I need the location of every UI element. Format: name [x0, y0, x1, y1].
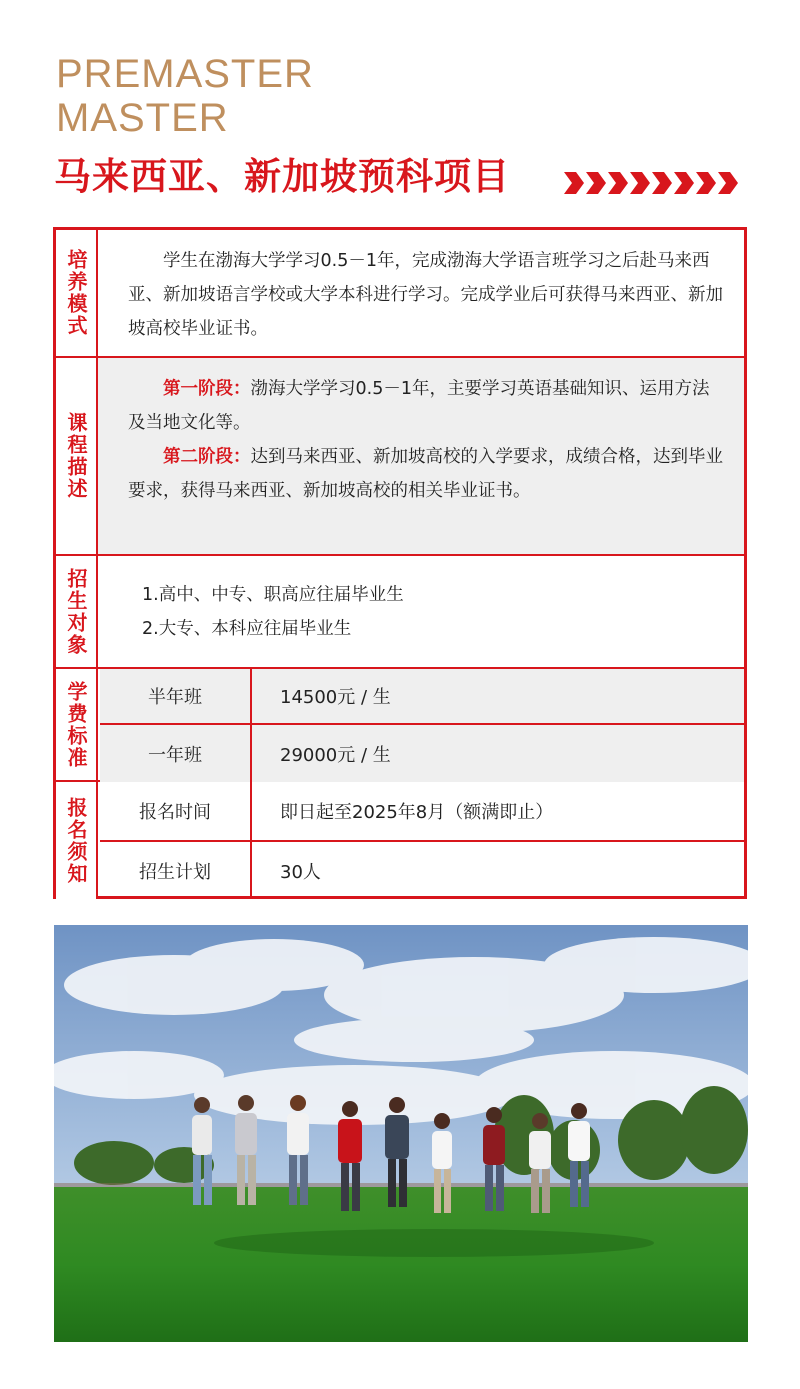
row-label-tuition: 学费标准	[56, 669, 98, 780]
students-running-on-grass-photo	[54, 925, 748, 1342]
notice-row	[100, 782, 744, 842]
stage1-paragraph	[128, 372, 726, 440]
chevron-arrows-icon	[564, 172, 740, 194]
fee-row	[100, 669, 744, 725]
notice-value: 30人	[280, 861, 321, 883]
stage2-label: 第二阶段：	[163, 447, 251, 467]
page-title: 马来西亚、新加坡预科项目	[54, 155, 510, 198]
notice-name: 报名时间	[100, 782, 252, 840]
target-item: 1.高中、中专、职高应往届毕业生	[142, 585, 404, 605]
target-item: 2.大专、本科应往届毕业生	[142, 619, 352, 639]
fee-name: 一年班	[100, 725, 252, 782]
row-label-training-mode: 培养模式	[56, 230, 98, 356]
row-enrollment-target	[56, 556, 744, 669]
fee-value: 14500元 / 生	[280, 687, 391, 708]
stage1-label: 第一阶段：	[163, 379, 251, 399]
notice-name: 招生计划	[100, 842, 252, 899]
fee-row	[100, 725, 744, 782]
header-english-line1: PREMASTER	[56, 52, 314, 96]
notice-value: 即日起至2025年8月（额满即止）	[280, 802, 554, 823]
training-mode-text: 学生在渤海大学学习0.5－1年，完成渤海大学语言班学习之后赴马来西亚、新加坡语言学校或大学本科进行学习。完成学业后可获得马来西亚、新加坡高校毕业证书。	[128, 251, 723, 339]
program-info-table	[53, 227, 747, 899]
fee-value: 29000元 / 生	[280, 744, 391, 766]
row-label-course-description: 课程描述	[56, 358, 98, 554]
row-label-enrollment-target: 招生对象	[56, 556, 98, 667]
row-registration-notice	[56, 782, 744, 899]
header-english-line2: MASTER	[56, 96, 229, 140]
row-label-registration-notice: 报名须知	[56, 782, 98, 899]
stage2-paragraph	[128, 440, 726, 508]
row-course-description	[56, 358, 744, 556]
row-tuition	[56, 669, 744, 782]
notice-row	[100, 842, 744, 899]
row-training-mode	[56, 230, 744, 358]
stage1-text: 渤海大学学习0.5－1年，主要学习英语基础知识、运用方法及当地文化等。	[128, 379, 710, 433]
fee-name: 半年班	[100, 669, 252, 723]
stage2-text: 达到马来西亚、新加坡高校的入学要求，成绩合格，达到毕业要求，获得马来西亚、新加坡高校的相关毕业证书。	[128, 447, 723, 501]
